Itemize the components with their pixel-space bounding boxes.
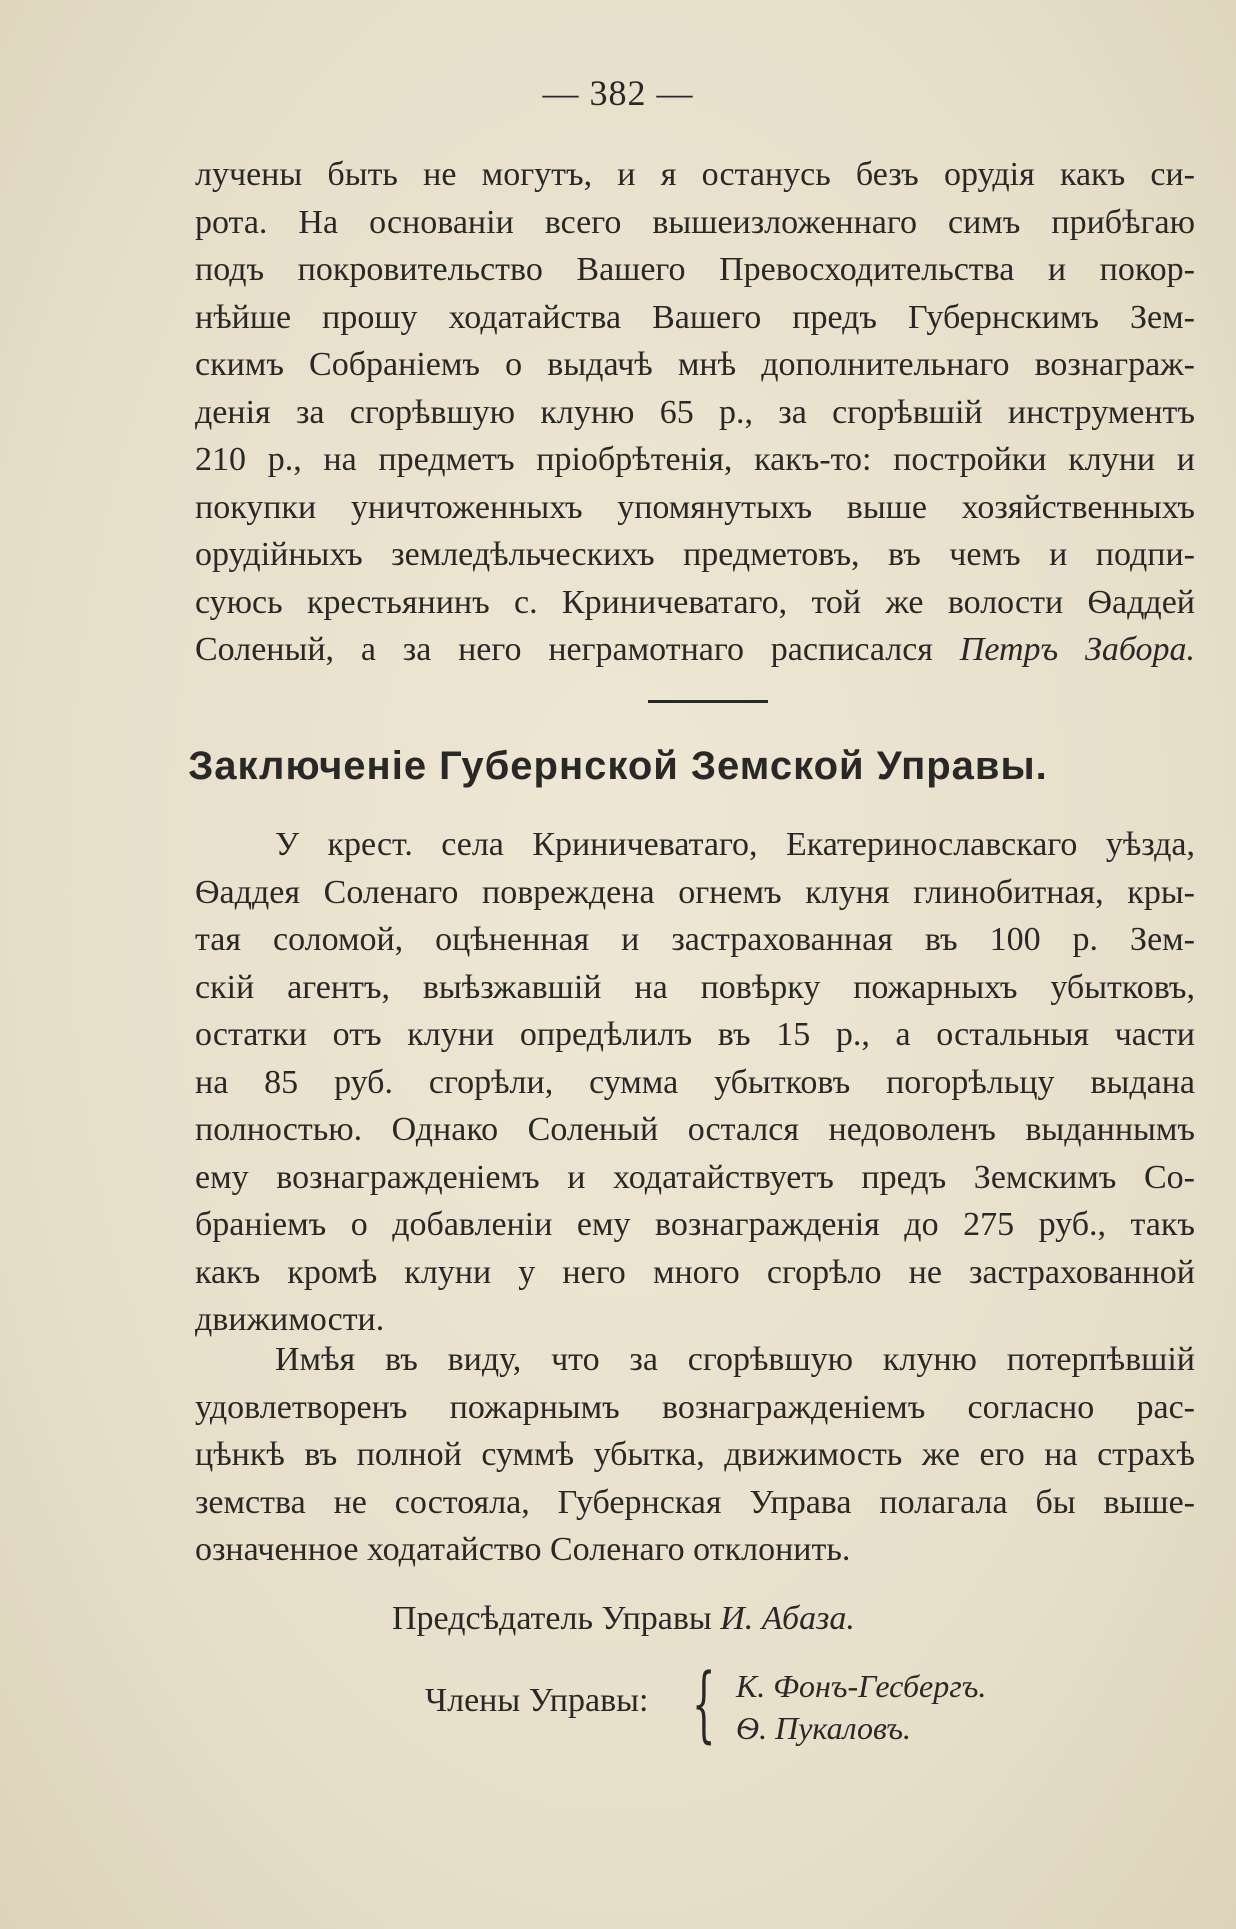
text-line: означенное ходатайство Соленаго отклонить. [195,1531,851,1568]
text-line: подъ покровительство Вашего Превосходительства и покор- [195,251,1195,288]
text-line: Ѳаддея Соленаго повреждена огнемъ клуня глинобитная, кры- [195,873,1195,911]
text-line: ему вознагражденіемъ и ходатайствуетъ предъ Земскимъ Со- [195,1158,1195,1196]
text-line: покупки уничтоженныхъ упомянутыхъ выше хозяйственныхъ [195,488,1195,526]
text-line: рота. На основаніи всего вышеизложеннаго симъ прибѣгаю [195,203,1195,241]
text-line-start: Соленый, а за него неграмотнаго расписался [195,631,960,668]
petition-paragraph [195,151,1195,674]
chairman-name: И. Абаза. [720,1600,855,1637]
text-line: какъ кромѣ клуни у него много сгорѣло не застрахованной [195,1253,1195,1291]
text-line: У крест. села Криничеватаго, Екатеринославскаго уѣзда, [275,826,1195,863]
text-line: тая соломой, оцѣненная и застрахованная въ 100 р. Зем- [195,921,1195,958]
text-line: суюсь крестьянинъ с. Криничеватаго, той же волости Ѳаддей [195,583,1195,621]
text-line-last [195,626,1195,674]
members-label: Члены Управы: [425,1682,649,1719]
text-line: остатки отъ клуни опредѣлилъ въ 15 р., а остальныя части [195,1016,1195,1053]
resolution-paragraph [195,1336,1195,1574]
member-name: К. Фонъ-Гесбергъ. [736,1668,987,1704]
section-divider [648,700,768,703]
section-heading: Заключеніе Губернской Земской Управы. [188,744,1048,788]
text-line: 210 р., на предметъ пріобрѣтенія, какъ-то: постройки клуни и [195,441,1195,478]
text-line: цѣнкѣ въ полной суммѣ убытка, движимость же его на страхѣ [195,1436,1195,1473]
text-line: скимъ Собраніемъ о выдачѣ мнѣ дополнительнаго вознаграж- [195,346,1195,383]
text-line: браніемъ о добавленіи ему вознагражденія до 275 руб., такъ [195,1206,1195,1243]
page-number: — 382 — [542,73,694,113]
text-line: земства не состояла, Губернская Управа полагала бы выше- [195,1483,1195,1521]
text-line: лучены быть не могутъ, и я останусь безъ орудія какъ си- [195,156,1195,193]
text-line: орудійныхъ земледѣльческихъ предметовъ, въ чемъ и подпи- [195,536,1195,573]
text-line: удовлетворенъ пожарнымъ вознагражденіемъ согласно рас- [195,1388,1195,1426]
member-name: Ѳ. Пукаловъ. [736,1710,912,1746]
members-brace: { [692,1657,716,1752]
text-line: скій агентъ, выѣзжавшій на повѣрку пожарныхъ убытковъ, [195,968,1195,1006]
text-line: на 85 руб. сгорѣли, сумма убытковъ погорѣльцу выдана [195,1063,1195,1101]
chairman-label: Предсѣдатель Управы [392,1600,721,1637]
conclusion-paragraph [195,821,1195,1344]
chairman-signature [392,1600,855,1638]
text-line: Имѣя въ виду, что за сгорѣвшую клуню потерпѣвшій [275,1341,1195,1378]
text-line: денія за сгорѣвшую клуню 65 р., за сгорѣвшій инструментъ [195,393,1195,431]
text-line: движимости. [195,1301,385,1338]
text-line: полностью. Однако Соленый остался недоволенъ выданнымъ [195,1111,1195,1148]
text-line: нѣйше прошу ходатайства Вашего предъ Губернскимъ Зем- [195,298,1195,336]
petition-signature: Петръ Забора. [959,631,1195,668]
